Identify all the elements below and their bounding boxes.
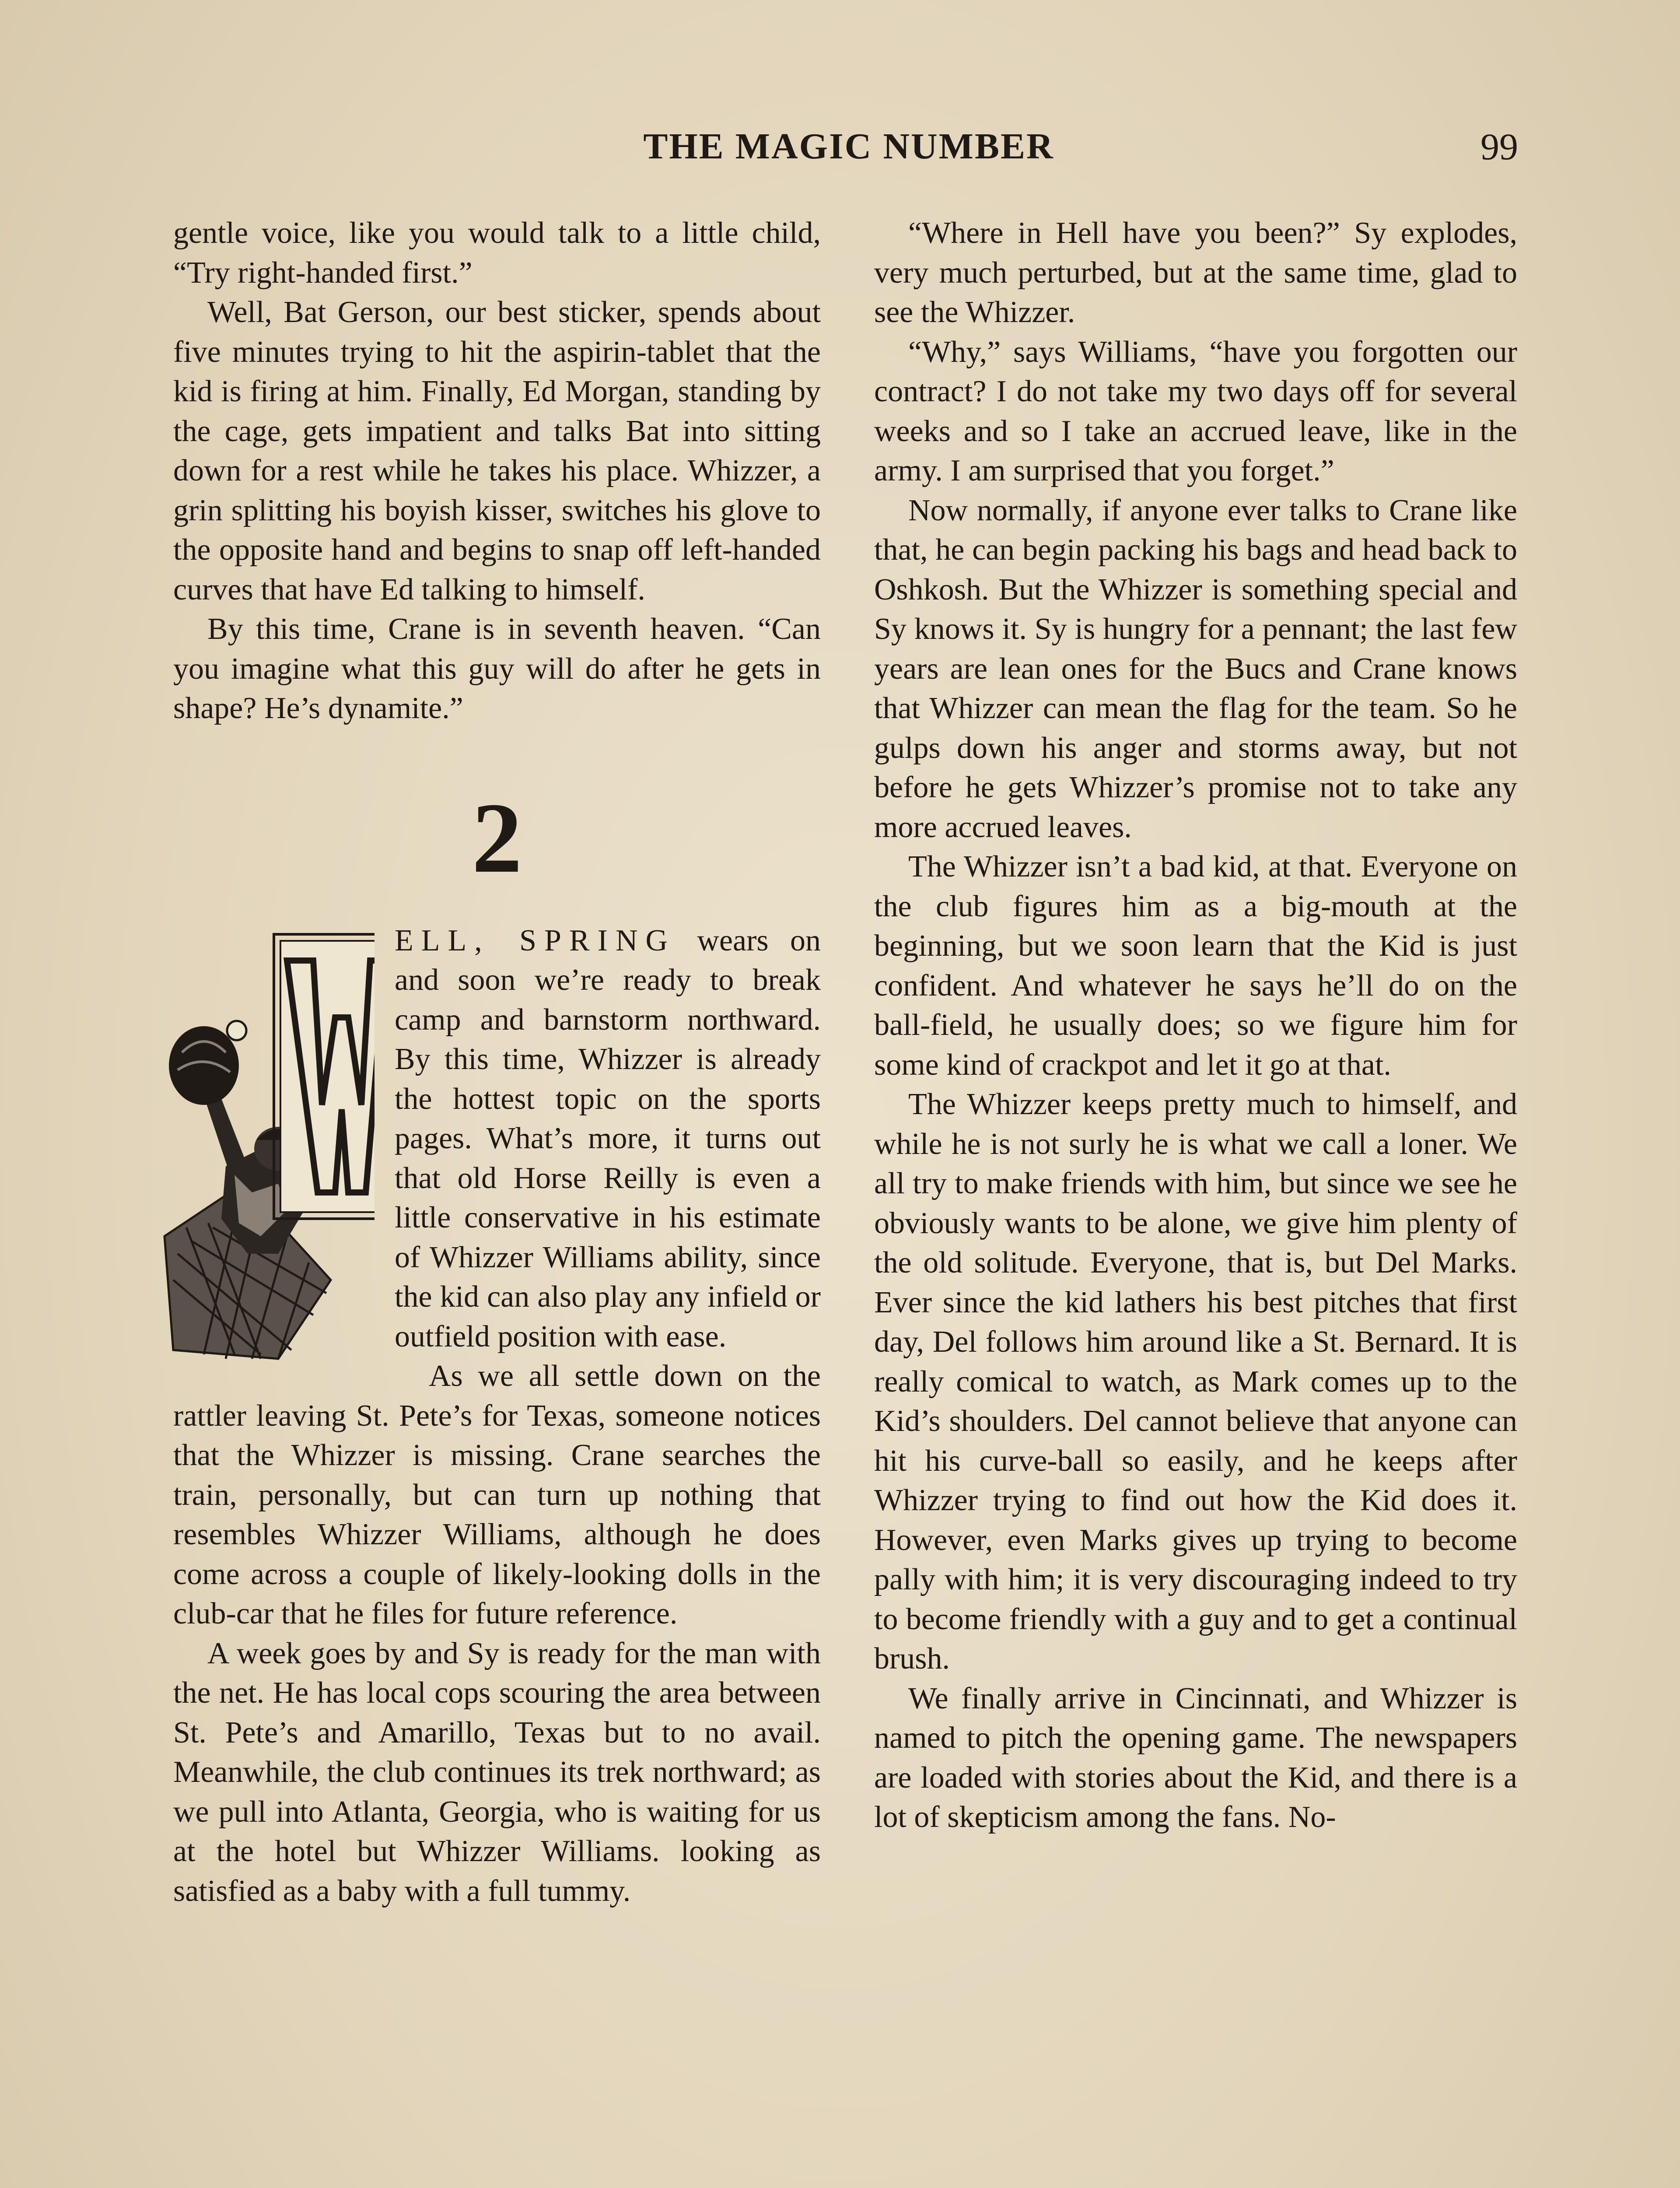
left-column (173, 214, 821, 1911)
paragraph: “Why,” says Williams, “have you forgotten our contract? I do not take my two days off for several weeks and so I take an accrued leave, like in the army. I am surprised that you forget.” (874, 335, 1517, 487)
paragraph: gentle voice, like you would talk to a little child, “Try right-handed first.” (173, 216, 821, 290)
paragraph: A week goes by and Sy is ready for the man with the net. He has local cops scouring the area between St. Pete’s and Amarillo, Texas but to no avail. Meanwhile, the club continues its trek northward; as we pull into Atlanta, Georgia, who is waiting for us at the hotel but Whizzer Williams. looking as satisfied as a baby with a full tummy. (173, 1636, 821, 1908)
drop-cap-letter (272, 933, 399, 1218)
paragraph: Well, Bat Gerson, our best sticker, spends about five minutes trying to hit the aspirin-tablet that the kid is firing at him. Finally, Ed Morgan, standing by the cage, gets impatient and talks Bat into sitting down for a rest while he takes his place. Whizzer, a grin splitting his boyish kisser, switches his glove to the opposite hand and begins to snap off left-handed curves that have Ed talking to himself. (173, 295, 821, 607)
paragraph: We finally arrive in Cincinnati, and Whizzer is named to pitch the opening game. The newspapers are loaded with stories about the Kid, and there is a lot of skepticism among the fans. No- (874, 1681, 1517, 1834)
page-number: 99 (1480, 126, 1518, 168)
paragraph-text: wears on and soon we’re ready to break camp and barnstorm northward. By this time, Whizzer is already the hottest topic on the sports pages. What’s more, it turns out that old Horse Reilly is even a little conservative in his estimate of Whizzer Williams ability, since the kid can also play any infield or outfield position with ease. (395, 923, 821, 1353)
paragraph: “Where in Hell have you been?” Sy explodes, very much perturbed, but at the same time, glad to see the Whizzer. (874, 216, 1517, 329)
running-title: THE MAGIC NUMBER (643, 126, 1054, 167)
paragraph: By this time, Crane is in seventh heaven. “Can you imagine what this guy will do after he gets in shape? He’s dynamite.” (173, 612, 821, 725)
paragraph: The Whizzer keeps pretty much to himself, and while he is not surly he is what we call a loner. We all try to make friends with him, but since we see he obviously wants to be alone, we give him plenty of the old solitude. Everyone, that is, but Del Marks. Ever since the kid lathers his best pitches that first day, Del follows him around like a St. Bernard. It is really comical to watch, as Mark comes up to the Kid’s shoulders. Del cannot believe that anyone can hit his curve-ball so easily, and he keeps after Whizzer trying to find out how the Kid does it. However, even Marks gives up trying to become pally with him; it is very discouraging indeed to try to become friendly with a guy and to get a continual brush. (874, 1087, 1517, 1676)
right-column (874, 214, 1517, 1837)
paragraph: The Whizzer isn’t a bad kid, at that. Everyone on the club figures him as a big-mouth at the beginning, but we soon learn that the Kid is just confident. And whatever he says he’ll do on the ball-field, he usually does; so we figure him for some kind of crackpot and let it go at that. (874, 850, 1517, 1082)
lead-in-text: ELL, SPRING (395, 923, 676, 957)
drop-cap-illustration (147, 921, 374, 1368)
paragraph: As we all settle down on the rattler leaving St. Pete’s for Texas, someone notices that the Whizzer is missing. Crane searches the train, personally, but can turn up nothing that resembles Whizzer Williams, although he does come across a couple of likely-looking dolls in the club-car that he files for future reference. (173, 1359, 821, 1630)
chapter-number: 2 (472, 782, 522, 894)
paragraph: Now normally, if anyone ever talks to Crane like that, he can begin packing his bags and head back to Oshkosh. But the Whizzer is something special and Sy knows it. Sy is hungry for a pennant; the last few years are lean ones for the Bucs and Crane knows that Whizzer can mean the flag for the team. So he gulps down his anger and storms away, but not before he gets Whizzer’s promise not to take any more accrued leaves. (874, 493, 1517, 844)
running-header (0, 123, 1680, 171)
